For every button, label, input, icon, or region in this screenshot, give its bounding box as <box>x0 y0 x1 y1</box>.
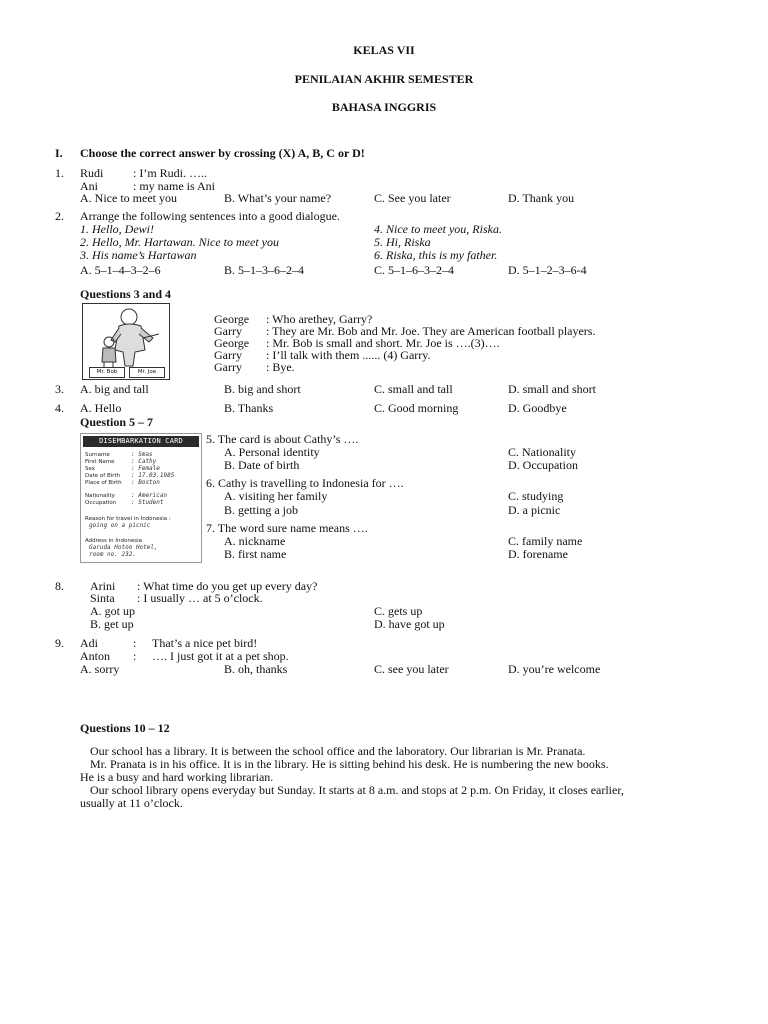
q3-option-a[interactable]: A. big and tall <box>80 382 149 396</box>
q9-line-1: That’s a nice pet bird! <box>152 636 258 650</box>
reading-paragraph-3-line-1: Our school library opens everyday but Sunday. It starts at 8 a.m. and stops at 2 p.m. On Friday, it closes earlier, <box>90 783 624 797</box>
q2-option-d[interactable]: D. 5–1–2–3–6-4 <box>508 263 587 277</box>
card-value-nationality: : American <box>131 492 168 499</box>
card-title: DISEMBARKATION CARD <box>83 436 199 447</box>
card-label-date-of-birth: Date of Birth <box>85 473 121 479</box>
q4-option-b[interactable]: B. Thanks <box>224 401 274 415</box>
q8-option-a[interactable]: A. got up <box>90 604 135 618</box>
q6-option-c[interactable]: C. studying <box>508 489 564 503</box>
q7-option-b[interactable]: B. first name <box>224 547 287 561</box>
q6-option-b[interactable]: B. getting a job <box>224 503 298 517</box>
card-value-address-1: Garuda Hotoo Hotel, <box>89 544 158 551</box>
q5-option-b[interactable]: B. Date of birth <box>224 458 300 472</box>
q1-option-a[interactable]: A. Nice to meet you <box>80 191 177 205</box>
q8-number: 8. <box>55 579 64 593</box>
q4-option-a[interactable]: A. Hello <box>80 401 122 415</box>
card-value-date-of-birth: : 17.03.1985 <box>131 472 175 479</box>
q1-speaker-1: Rudi <box>80 166 104 180</box>
class-title: KELAS VII <box>353 43 415 57</box>
card-label-nationality: Nationality <box>85 493 115 499</box>
q3-number: 3. <box>55 382 64 396</box>
q4-number: 4. <box>55 401 64 415</box>
q6-option-d[interactable]: D. a picnic <box>508 503 561 517</box>
q9-option-d[interactable]: D. you’re welcome <box>508 662 601 676</box>
q57-heading: Question 5 – 7 <box>80 415 154 429</box>
dialogue-speaker-4: Garry <box>214 348 242 362</box>
dialogue-speaker-2: Garry <box>214 324 242 338</box>
q9-option-b[interactable]: B. oh, thanks <box>224 662 288 676</box>
dialogue-speaker-3: George <box>214 336 250 350</box>
q6-option-a[interactable]: A. visiting her family <box>224 489 328 503</box>
card-label-place-of-birth: Place of Birth <box>85 480 122 486</box>
reading-paragraph-2-line-2: He is a busy and hard working librarian. <box>80 770 274 784</box>
q1-line-2: : my name is Ani <box>133 179 215 193</box>
q8-line-2: : I usually … at 5 o’clock. <box>137 591 263 605</box>
card-value-surname: : Smas <box>131 451 153 458</box>
q9-line-2: …. I just got it at a pet shop. <box>152 649 289 663</box>
q7-option-a[interactable]: A. nickname <box>224 534 286 548</box>
q8-speaker-2: Sinta <box>90 591 115 605</box>
subject-title: BAHASA INGGRIS <box>331 100 437 114</box>
q1-option-d[interactable]: D. Thank you <box>508 191 575 205</box>
q9-option-a[interactable]: A. sorry <box>80 662 120 676</box>
q5-option-a[interactable]: A. Personal identity <box>224 445 320 459</box>
card-label-sex: Sex <box>85 466 96 472</box>
reading-paragraph-2-line-1: Mr. Pranata is in his office. It is in the library. He is sitting behind his desk. He is numbering the new books. <box>90 757 609 771</box>
q9-speaker-1: Adi <box>80 636 98 650</box>
card-value-address-2: room no. 232. <box>89 551 136 558</box>
card-label-occupation: Occupation <box>85 500 117 506</box>
q1012-heading: Questions 10 – 12 <box>80 721 170 735</box>
q2-sentence-4: 4. Nice to meet you, Riska. <box>374 222 502 236</box>
q5-option-d[interactable]: D. Occupation <box>508 458 578 472</box>
q8-option-c[interactable]: C. gets up <box>374 604 423 618</box>
q2-option-c[interactable]: C. 5–1–6–3–2–4 <box>374 263 455 277</box>
q1-speaker-2: Ani <box>80 179 98 193</box>
q2-sentence-1: 1. Hello, Dewi! <box>80 222 154 236</box>
q7-question: 7. The word sure name means …. <box>206 521 368 535</box>
card-label-reason: Reason for travel in Indonesia : <box>85 516 171 522</box>
dialogue-line-3: : Mr. Bob is small and short. Mr. Joe is ….(3)…. <box>266 336 500 350</box>
card-value-sex: : Female <box>131 465 160 472</box>
q9-colon-1: : <box>133 636 137 650</box>
q3-option-c[interactable]: C. small and tall <box>374 382 453 396</box>
card-label-address: Address in Indonesia <box>85 538 143 544</box>
q4-option-d[interactable]: D. Goodbye <box>508 401 567 415</box>
q7-option-c[interactable]: C. family name <box>508 534 583 548</box>
reading-paragraph-1: Our school has a library. It is between the school office and the laboratory. Our librarian is Mr. Pranata. <box>90 744 586 758</box>
q4-option-c[interactable]: C. Good morning <box>374 401 459 415</box>
football-players-picture <box>82 303 170 380</box>
q2-sentence-3: 3. His name’s Hartawan <box>80 248 197 262</box>
dialogue-line-2: : They are Mr. Bob and Mr. Joe. They are American football players. <box>266 324 596 338</box>
q2-option-b[interactable]: B. 5–1–3–6–2–4 <box>224 263 305 277</box>
section-instruction: Choose the correct answer by crossing (X) A, B, C or D! <box>80 146 365 160</box>
section-number: I. <box>55 146 63 160</box>
card-value-place-of-birth: : Boston <box>131 479 160 486</box>
q8-line-1: : What time do you get up every day? <box>137 579 318 593</box>
q6-question: 6. Cathy is travelling to Indonesia for …. <box>206 476 404 490</box>
reading-paragraph-3-line-2: usually at 11 o’clock. <box>80 796 183 810</box>
q9-colon-2: : <box>133 649 137 663</box>
card-value-occupation: : Student <box>131 499 164 506</box>
q1-line-1: : I’m Rudi. ….. <box>133 166 207 180</box>
q2-prompt: Arrange the following sentences into a good dialogue. <box>80 209 340 223</box>
dialogue-speaker-5: Garry <box>214 360 242 374</box>
label-mr-joe: Mr. Joe <box>129 367 165 378</box>
q2-sentence-6: 6. Riska, this is my father. <box>374 248 498 262</box>
dialogue-line-5: : Bye. <box>266 360 295 374</box>
q1-option-b[interactable]: B. What’s your name? <box>224 191 332 205</box>
q9-number: 9. <box>55 636 64 650</box>
q2-sentence-5: 5. Hi, Riska <box>374 235 431 249</box>
label-mr-bob: Mr. Bob <box>89 367 125 378</box>
dialogue-speaker-1: George <box>214 312 250 326</box>
card-value-reason: going on a picnic <box>89 522 151 529</box>
exam-title: PENILAIAN AKHIR SEMESTER <box>294 72 474 86</box>
q5-option-c[interactable]: C. Nationality <box>508 445 576 459</box>
dialogue-line-1: : Who arethey, Garry? <box>266 312 373 326</box>
card-label-surname: Surname <box>85 452 110 458</box>
q3-option-d[interactable]: D. small and short <box>508 382 596 396</box>
q2-number: 2. <box>55 209 64 223</box>
q8-option-b[interactable]: B. get up <box>90 617 134 631</box>
q9-speaker-2: Anton <box>80 649 110 663</box>
q5-question: 5. The card is about Cathy’s …. <box>206 432 359 446</box>
card-label-first-name: First Name <box>85 459 115 465</box>
q2-sentence-2: 2. Hello, Mr. Hartawan. Nice to meet you <box>80 235 279 249</box>
card-value-first-name: : Cathy <box>131 458 157 465</box>
q8-speaker-1: Arini <box>90 579 116 593</box>
q1-option-c[interactable]: C. See you later <box>374 191 451 205</box>
q7-option-d[interactable]: D. forename <box>508 547 568 561</box>
q2-option-a[interactable]: A. 5–1–4–3–2–6 <box>80 263 161 277</box>
dialogue-line-4: : I’ll talk with them ...... (4) Garry. <box>266 348 431 362</box>
q9-option-c[interactable]: C. see you later <box>374 662 449 676</box>
disembarkation-card <box>80 433 202 563</box>
q3-option-b[interactable]: B. big and short <box>224 382 301 396</box>
q8-option-d[interactable]: D. have got up <box>374 617 445 631</box>
q1-number: 1. <box>55 166 64 180</box>
q34-heading: Questions 3 and 4 <box>80 287 172 301</box>
